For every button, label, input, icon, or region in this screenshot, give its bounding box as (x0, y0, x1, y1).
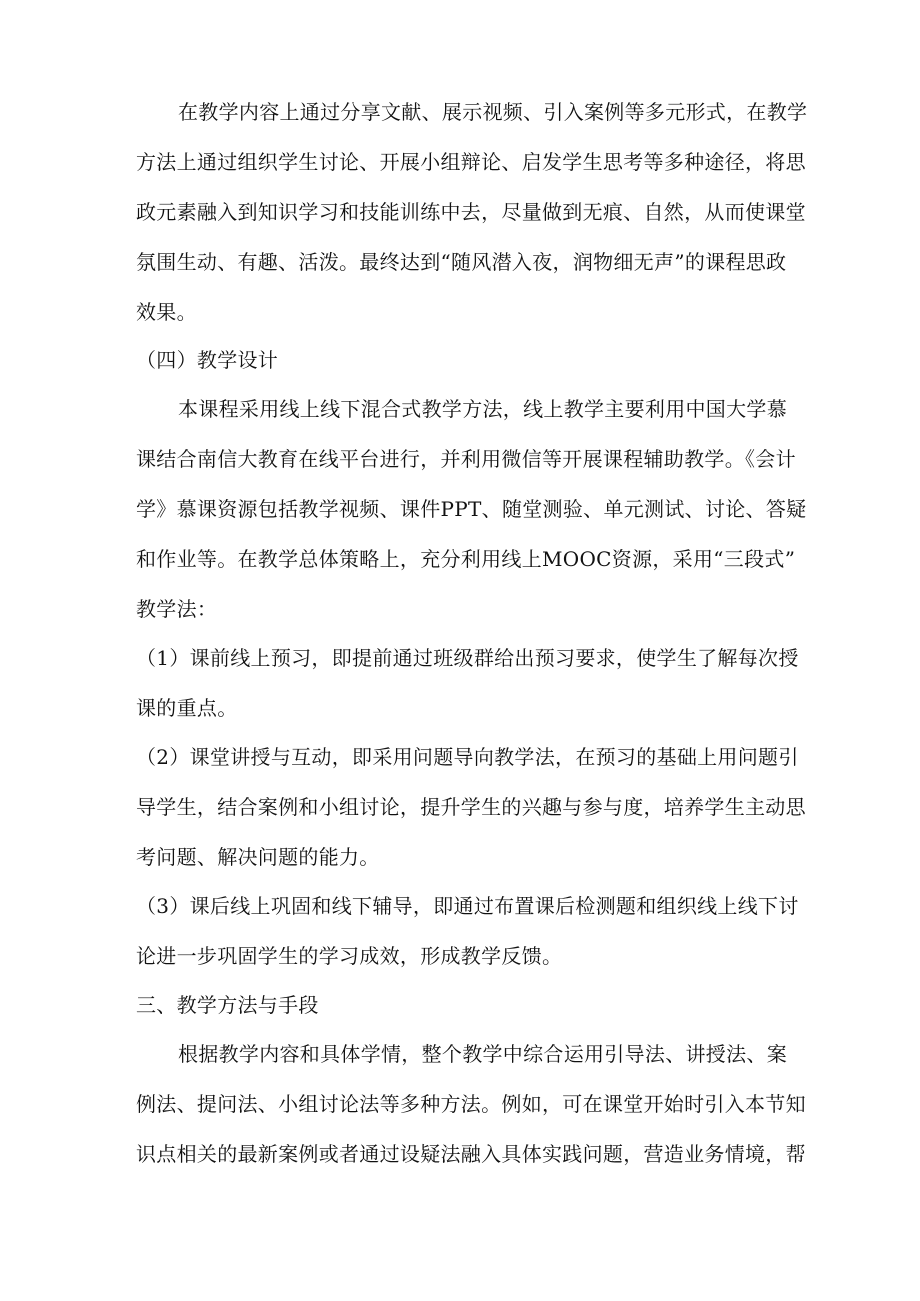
text-line: 氛围生动、有趣、活泼。最终达到“随风潜入夜，润物细无声”的课程思政 (136, 250, 787, 274)
section-heading-methods: 三、教学方法与手段 (136, 993, 319, 1017)
text-line: （3）课后线上巩固和线下辅导，即通过布置课后检测题和组织线上线下讨 (136, 894, 799, 918)
text-line: 方法上通过组织学生讨论、开展小组辩论、启发学生思考等多种途径，将思 (136, 150, 806, 174)
text-line: 论进一步巩固学生的学习成效，形成教学反馈。 (136, 944, 563, 968)
text-line: 例法、提问法、小组讨论法等多种方法。例如，可在课堂开始时引入本节知 (136, 1092, 806, 1116)
section-heading-teaching-design: （四）教学设计 (136, 348, 279, 372)
text-line: 识点相关的最新案例或者通过设疑法融入具体实践问题，营造业务情境，帮 (136, 1142, 806, 1166)
text-line: 考问题、解决问题的能力。 (136, 845, 380, 869)
text-line: 导学生，结合案例和小组讨论，提升学生的兴趣与参与度，培养学生主动思 (136, 795, 806, 819)
text-line: 政元素融入到知识学习和技能训练中去，尽量做到无痕、自然，从而使课堂 (136, 200, 806, 224)
text-line: 本课程采用线上线下混合式教学方法，线上教学主要利用中国大学慕 (178, 397, 787, 421)
text-line: （2）课堂讲授与互动，即采用问题导向教学法，在预习的基础上用问题引 (136, 745, 799, 769)
text-line: 和作业等。在教学总体策略上，充分利用线上MOOC资源，采用“三段式” (136, 547, 796, 571)
text-line: 教学法： (136, 597, 218, 621)
text-line: 效果。 (136, 300, 197, 324)
text-line: 学》慕课资源包括教学视频、课件PPT、随堂测验、单元测试、讨论、答疑 (136, 497, 807, 521)
text-line: （1）课前线上预习，即提前通过班级群给出预习要求，使学生了解每次授 (136, 646, 799, 670)
text-line: 课的重点。 (136, 696, 238, 720)
text-line: 在教学内容上通过分享文献、展示视频、引入案例等多元形式，在教学 (178, 100, 808, 124)
text-line: 根据教学内容和具体学情，整个教学中综合运用引导法、讲授法、案 (178, 1042, 787, 1066)
text-line: 课结合南信大教育在线平台进行，并利用微信等开展课程辅助教学。《会计 (136, 447, 796, 471)
